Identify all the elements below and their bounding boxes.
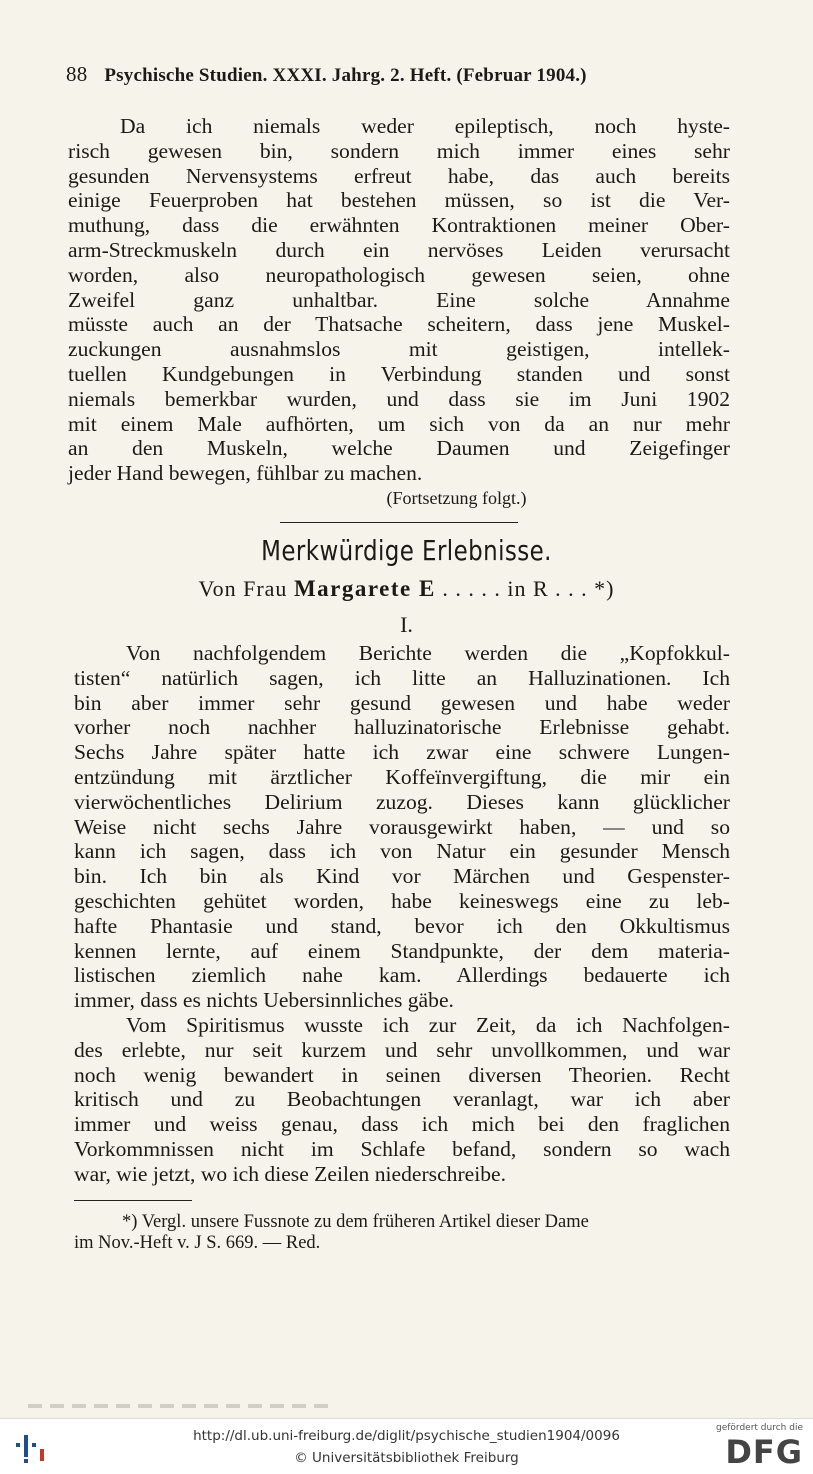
text-line: Von nachfolgendem Berichte werden die „Kopfokkul- — [126, 641, 730, 665]
dfg-logo-text: DFG — [725, 1433, 803, 1471]
article-title: Merkwürdige Erlebnisse. — [261, 534, 552, 567]
text-line: Vorkommnissen nicht im Schlafe befand, sondern so wach — [74, 1136, 730, 1161]
section-number: I. — [400, 612, 413, 637]
text-line: listischen ziemlich nahe kam. Allerdings bedauerte ich — [74, 963, 730, 988]
footnote — [74, 1212, 732, 1254]
text-line: einige Feuerproben hat bestehen müssen, so ist die Ver- — [68, 188, 730, 213]
continuation-note: (Fortsetzung folgt.) — [386, 488, 527, 508]
permalink-url[interactable]: http://dl.ub.uni-freiburg.de/diglit/psychische_studien1904/0096 — [193, 1428, 620, 1444]
text-line: war, wie jetzt, wo ich diese Zeilen niederschreibe. — [74, 1161, 507, 1186]
paragraph-epilepsy — [68, 114, 730, 486]
text-line: tisten“ natürlich sagen, ich litte an Halluzinationen. Ich — [74, 665, 730, 690]
text-line: Sechs Jahre später hatte ich zwar eine schwere Lungen- — [74, 740, 730, 765]
text-line: geschichten gehütet worden, habe keineswegs eine zu leb- — [74, 888, 730, 913]
footnote-line: im Nov.-Heft v. J S. 669. — Red. — [74, 1233, 321, 1253]
byline — [0, 576, 813, 602]
text-line: bin aber immer sehr gesund gewesen und habe weder — [74, 690, 730, 715]
text-line: mit einem Male aufhörten, um sich von da an nur mehr — [68, 411, 730, 436]
footnote-line: *) Vergl. unsere Fussnote zu dem früheren Artikel dieser Dame — [122, 1212, 589, 1232]
text-line: vorher noch nachher halluzinatorische Erlebnisse gehabt. — [74, 715, 730, 740]
author-name: Margarete E — [293, 576, 436, 601]
text-line: tuellen Kundgebungen in Verbindung standen und sonst — [68, 361, 730, 386]
text-line: gesunden Nervensystems erfreut habe, das auch bereits — [68, 163, 730, 188]
byline-prefix: Von Frau — [198, 576, 288, 601]
text-line: niemals bemerkbar wurden, und dass sie im Juni 1902 — [68, 386, 730, 411]
text-line: Zweifel ganz unhaltbar. Eine solche Annahme — [68, 287, 730, 312]
text-line: muthung, dass die erwähnten Kontraktionen meiner Ober- — [68, 213, 730, 238]
text-line: immer und weiss genau, dass ich mich bei den fraglichen — [74, 1112, 730, 1137]
text-line: hafte Phantasie und stand, bevor ich den Okkultismus — [74, 913, 730, 938]
page-header — [66, 62, 732, 87]
text-line: Da ich niemals weder epileptisch, noch hyste- — [120, 114, 730, 138]
viewer-footer — [0, 1418, 813, 1474]
text-line: entzündung mit ärztlicher Koffeïnvergiftung, die mir ein — [74, 764, 730, 789]
text-line: des erlebte, nur seit kurzem und sehr unvollkommen, und war — [74, 1037, 730, 1062]
text-line: kennen lernte, auf einem Standpunkte, der dem materia- — [74, 938, 730, 963]
text-line: risch gewesen bin, sondern mich immer eines sehr — [68, 138, 730, 163]
dfg-tagline: gefördert durch die — [716, 1423, 803, 1433]
text-line: Weise nicht sechs Jahre vorausgewirkt haben, — und so — [74, 814, 730, 839]
text-line: an den Muskeln, welche Daumen und Zeigefinger — [68, 436, 730, 461]
text-line: arm-Streckmuskeln durch ein nervöses Leiden verursacht — [68, 237, 730, 262]
text-line: immer, dass es nichts Uebersinnliches gäbe. — [74, 988, 454, 1013]
text-line: vierwöchentliches Delirium zuzog. Dieses kann glücklicher — [74, 789, 730, 814]
scan-artifact — [28, 1404, 328, 1408]
footnote-divider — [74, 1200, 192, 1201]
text-line: Vom Spiritismus wusste ich zur Zeit, da ich Nachfolgen- — [126, 1012, 730, 1037]
running-title: Psychische Studien. XXXI. Jahrg. 2. Heft. (Februar 1904.) — [104, 65, 587, 86]
text-line: bin. Ich bin als Kind vor Märchen und Gespenster- — [74, 864, 730, 889]
paragraph-report — [74, 641, 730, 1187]
section-divider — [280, 522, 518, 523]
text-line: kritisch und zu Beobachtungen veranlagt, war ich aber — [74, 1087, 730, 1112]
dfg-logo — [715, 1423, 805, 1471]
page-number: 88 — [66, 62, 88, 86]
text-line: worden, also neuropathologisch gewesen seien, ohne — [68, 262, 730, 287]
text-line: kann ich sagen, dass ich von Natur ein gesunder Mensch — [74, 839, 730, 864]
text-line: zuckungen ausnahmslos mit geistigen, intellek- — [68, 337, 730, 362]
copyright-notice: © Universitätsbibliothek Freiburg — [294, 1450, 519, 1466]
text-line: jeder Hand bewegen, fühlbar zu machen. — [68, 461, 423, 486]
text-line: noch wenig bewandert in seinen diversen Theorien. Recht — [74, 1062, 730, 1087]
byline-suffix: . . . . . in R . . . *) — [442, 576, 615, 601]
text-line: müsste auch an der Thatsache scheitern, dass jene Muskel- — [68, 312, 730, 337]
